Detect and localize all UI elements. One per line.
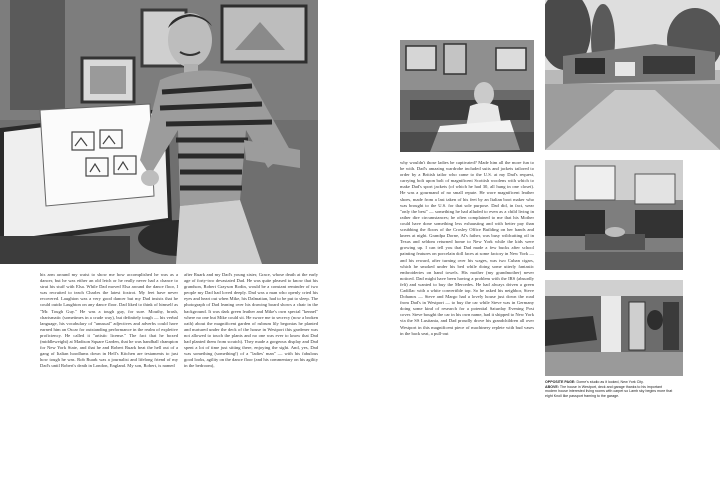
caption-opposite-label: OPPOSITE PAGE: — [545, 380, 576, 384]
caption-opposite-text: Dorne's studio as it looked, New York City. — [576, 380, 644, 384]
left-page-paragraph-2: after Ruark and my Dad's young sister, Grace, whose death at the early age of forty-two devastated Dad. He was quite pleased to know that his grandson, Robert Grayson Rodin, would be a constant reminder of two people my Dad had loved deeply. Dad was a man who openly cried his eyes and heart out when Mike, his Dalmatian, had to be put to sleep. The photograph of Dad leaning over his drawing board shows a chair in the background. It was dark green leather and Mike's own special "kennel" where no one but Mike could sit. He swore me to secrecy (now a broken oath) about the magnificent garden of rubrum lily begonias he planted and nurtured under the deck of the house in Westport this gardener was not allowed to touch the plants and no one was ever to know that Dad had planted them from scratch). They made a gorgeous display and Dad spent a lot of time just sitting there, enjoying the sight. And, yes, Dad was something (something!) of a "ladies' man" — with his fabulous good looks, agility on the dance floor (and his commentary on his agility in the bedroom), — [184, 272, 318, 369]
house-exterior-photo — [545, 0, 720, 150]
living-room-interior-photo — [545, 160, 683, 270]
left-page-text-column-1 — [40, 272, 178, 472]
photo-caption — [545, 380, 675, 398]
left-page-paragraph-1: his arm around my waist to show me how accomplished he was as a dancer, but he was either an old letch or he really never had a chance to strut his stuff with Elsa. While Dad moved Elsa around the dance floor, I was recruited to teach Charles the latest foxtrot. My feet have never recovered. Laughton was a very good dancer but my Dad insists that he could outdo Laughton on any dance floor. Dad liked to think of himself as "Mr. Tough Guy." He was a tough guy, for sure. Mouthy, brash, charismatic (sometimes in a crude way), but definitely tough — his verbal language, his vocabulary of "unusual" adjectives and adverbs could have earned him an Oscar for outstanding performance in the realm of expletive proficiency. He called it "artistic license." The fact that he boxed (middleweight) at Madison Square Garden, that he was handball champion for New York State, and that he and Robert Ruark beat the hell out of a gang of Italian hoodlums down in Hell's Kitchen are testaments to just how tough he was. Rob Ruark was a journalist and lifelong friend of my Dad's until Robert's death in London, England. My son, Robert, is named — [40, 272, 178, 369]
left-page-text-column-2 — [184, 272, 318, 472]
garage-interior-photo — [545, 280, 683, 376]
caption-above-label: ABOVE: — [545, 384, 559, 389]
right-page-text-column — [400, 160, 534, 470]
right-page-paragraph: why wouldn't those ladies be captivated? Made him all the more fun to be with. Dad's amazing wardrobe included suits and jackets tailored to order by a British tailor who came to the U.S. at my Dad's request, carrying bolt upon bolt of magnificent Scottish woolens with which to make Dad's sport jackets (of which he had 30, all hung in one closet). He was a gourmand of no small repute. He wore magnificent leather shoes, made from a last taken of his feet by an Italian boot maker who was brought to the U.S. for that sole purpose. Dad did, in fact, wear "only the best" — something he had alluded to even as a child living in rather dire circumstances; he often complained to me that his Mother could have done something less exhausting and with better pay than scrubbing the floors of the Crosley Office Building on her hands and knees at night. Grandpa Dorne, Al's father, was busy wildcatting oil in Texas and seldom returned home to New York while the kids were growing up. I can tell you that Dad made a few bucks after school painting features on porcelain doll faces at some factory in New York — and his reward, after turning over his wages, was two Cuban cigars, which he smoked under his bed while doing some utterly fantastic embroideries on hand towels. His mother (my grandmother) never noticed. Dad might have been having a problem with the IRS (absurdly felt) and wanted to buy the Mercedes. He had always driven a green Cadillac with a white convertible top. So he asked his neighbor, Steve Dohanos — Steve and Margo had a lovely house just down the road from Dad's in Westport — to buy the car while Steve was in Germany doing some kind of research for a potential Saturday Evening Post cover. Steve bought the car in his own name, had it shipped to New York via the SS Lusitania, and Dad proudly drove his grandchildren all over Westport in this magnificent piece of machinery replete with bud vases in the back seat, a pull-out — [400, 160, 534, 336]
artist-at-desk-photo — [400, 40, 534, 152]
artist-at-drawing-board-photo — [0, 0, 318, 264]
caption-above-text: The house in Westport, deck and garage thanks to his important modern house interested living rooms with carpet so Lamb sky begins more that eight Knoll like passport framing to the garage. — [545, 384, 673, 398]
